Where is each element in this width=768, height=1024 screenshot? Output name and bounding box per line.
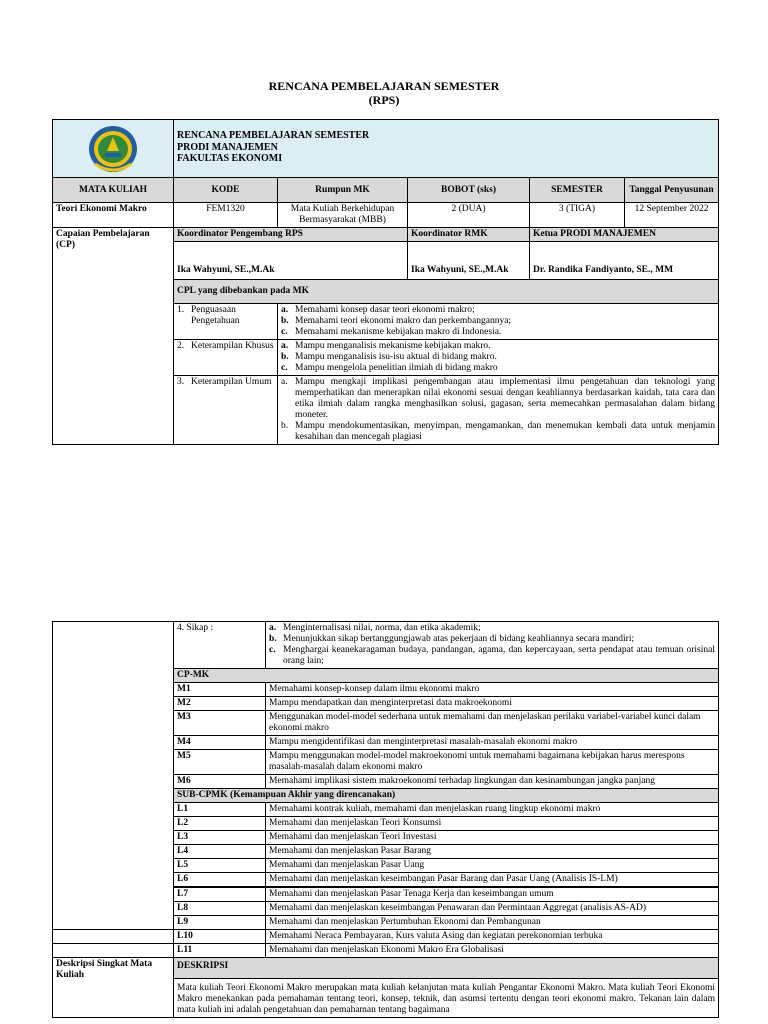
header-text-cell [174,120,719,178]
cpmk-code: M2 [174,697,266,711]
list-item: b. Memahami teori ekonomi makro dan perkembangannya; [281,316,512,326]
doc-title [0,79,768,107]
subcpmk-text: Memahami dan menjelaskan Teori Konsumsi [266,817,719,831]
role-koord-rps: Koordinator Pengembang RPS [174,228,408,242]
roles-row [53,228,719,242]
list-item: a. Mampu menganalisis mekanisme kebijakan makro. [281,341,491,351]
subcpmk-text: Memahami dan menjelaskan keseimbangan Pasar Barang dan Pasar Uang (Analisis IS-LM) [266,873,719,888]
sikap-label: 4. Sikap : [174,622,266,669]
cpl-2-label-text: Keterampilan Khusus [191,341,274,351]
logo-cell [53,120,174,178]
cpl-2-items [278,340,719,376]
cpmk-title: CP-MK [174,669,719,683]
subcpmk-code: L2 [174,817,266,831]
cpl-title: CPL yang dibebankan pada MK [174,280,719,304]
list-item: a. Mampu mengkaji implikasi pengembangan atau implementasi ilmu pengetahuan dan teknologi yang memperhatikan dan menerapkan nilai ekonomi sesuai dengan keahliannya berdasarkan kaidah, tata cara dan etika ilmiah dalam rangka menghasilkan solusi, gagasan, serta memecahkan permasalahan dalam bidang moneter. [281,377,716,420]
subcpmk-text: Memahami dan menjelaskan Pertumbuhan Ekonomi dan Pembangunan [266,916,719,930]
person-koord-rps: Ika Wahyuni, SE.,M.Ak [174,242,408,280]
list-item: c. Memahami mekanisme kebijakan makro di Indonesia. [281,327,502,337]
table-row [53,944,719,958]
list-item: a. Memahami konsep dasar teori ekonomi makro; [281,305,475,315]
subcpmk-code: L6 [174,873,266,888]
subcpmk-text: Memahami dan menjelaskan Pasar Barang [266,845,719,859]
cpl-1-label [174,304,278,340]
subcpmk-code: L1 [174,803,266,817]
role-koord-rmk: Koordinator RMK [408,228,530,242]
course-rumpun: Mata Kuliah Berkehidupan Bermasyarakat (MBB) [278,203,408,228]
rps-header-table [52,119,719,445]
person-ketua: Dr. Randika Fandiyanto, SE., MM [530,242,719,280]
header-line2: PRODI MANAJEMEN [177,141,278,153]
course-bobot: 2 (DUA) [408,203,530,228]
cp-label: Capaian Pembelajaran (CP) [53,228,174,445]
cpmk-code: M1 [174,683,266,697]
header-line1: RENCANA PEMBELAJARAN SEMESTER [177,130,370,141]
doc-title-line1: RENCANA PEMBELAJARAN SEMESTER [268,79,500,93]
course-semester: 3 (TIGA) [530,203,625,228]
person-koord-rmk: Ika Wahyuni, SE.,M.Ak [408,242,530,280]
cpl-2-label [174,340,278,376]
cpmk-code: M5 [174,750,266,775]
course-row [53,203,719,228]
list-item: b. Mampu mendokumentasikan, menyimpan, mengamankan, dan menemukan kembali data untuk menjamin kesahihan dan mencegah plagiasi [281,421,716,442]
doc-title-line2: (RPS) [368,93,400,107]
cpmk-code: M6 [174,775,266,789]
cpmk-code: M3 [174,711,266,736]
subcpmk-text: Memahami dan menjelaskan keseimbangan Penawaran dan Permintaan Aggregat (analisis AS-AD) [266,902,719,916]
cpmk-text: Mampu menggunakan model-model makroekonomi untuk memahami bagaimana kebijakan harus merespons masalah-masalah dalam ekonomi makro [266,750,719,775]
table-row [53,930,719,944]
subcpmk-text: Memahami dan menjelaskan Pasar Tenaga Kerja dan keseimbangan umum [266,887,719,902]
cpl-3-num: 3. [177,377,185,387]
column-header-row [53,178,719,203]
desc-text: Mata kuliah Teori Ekonomi Makro merupakan mata kuliah kelanjutan mata kuliah Pengantar Ekonomi Makro. Mata kuliah Teori Ekonomi Makro menekankan pada pemahaman tentang teori, konsep, teknik, dan asumsi tertentu dengan teori ekonomi makro. Tekanan lain dalam mata kuliah ini adalah pengetahuan dan pemahaman tentang bagaimana [174,979,719,1018]
cpl-3-items [278,376,719,445]
subcpmk-code: L11 [174,944,266,958]
subcpmk-code: L8 [174,902,266,916]
list-item: b. Mampu menganalisis isu-isu aktual di bidang makro. [281,352,497,362]
subcpmk-text: Memahami Neraca Pembayaran, Kurs valuta Asing dan kegiatan perekonomian terbuka [266,930,719,944]
col-kode: KODE [174,178,278,203]
cpmk-text: Memahami konsep-konsep dalam ilmu ekonomi makro [266,683,719,697]
subcpmk-text: Memahami dan menjelaskan Pasar Uang [266,859,719,873]
col-bobot: BOBOT (sks) [408,178,530,203]
list-item: a. Menginternalisasi nilai, norma, dan etika akademik; [269,623,481,633]
cpmk-text: Mampu mendapatkan dan menginterpretasi data makroekonomi [266,697,719,711]
list-item: c. Menghargai keanekaragaman budaya, pandangan, agama, dan kepercayaan, serta pendapat atau temuan orisinal orang lain; [269,645,715,666]
cpl-2-num: 2. [177,341,185,351]
header-line3: FAKULTAS EKONOMI [177,153,283,164]
rps-detail-table [52,621,719,1018]
desc-label: Deskripsi Singkat Mata Kuliah [53,958,174,1018]
list-item: b. Menunjukkan sikap bertanggungjawab atas pekerjaan di bidang keahliannya secara mandiri; [269,634,635,644]
subcpmk-text: Memahami kontrak kuliah, memahami dan menjelaskan ruang lingkup ekonomi makro [266,803,719,817]
subcpmk-text: Memahami dan menjelaskan Ekonomi Makro Era Globalisasi [266,944,719,958]
cpl-1-label-text: Penguasaan Pengetahuan [191,305,240,326]
cpl-1-items [278,304,719,340]
university-seal-icon [56,124,170,174]
cpmk-text: Menggunakan model-model sederhana untuk memahami dan menjelaskan perilaku variabel-variabel kunci dalam ekonomi makro [266,711,719,736]
cp-continued-cell [53,622,174,916]
subcpmk-code: L4 [174,845,266,859]
cpl-1-num: 1. [177,305,185,315]
subcpmk-title: SUB-CPMK (Kemampuan Akhir yang direncanakan) [174,789,719,803]
cpl-3-label-text: Keterampilan Umum [191,377,272,387]
cpmk-text: Memahami implikasi sistem makroekonomi terhadap lingkungan dan kesinambungan jangka panjang [266,775,719,789]
col-mata-kuliah: MATA KULIAH [53,178,174,203]
subcpmk-code: L5 [174,859,266,873]
cpmk-text: Mampu mengidentifikasi dan menginterpretasi masalah-masalah ekonomi makro [266,736,719,750]
desc-title: DESKRIPSI [174,958,719,979]
list-item: c. Mampu mengelola penelitian ilmiah di bidang makro [281,363,498,373]
col-tanggal: Tanggal Penyusunan [625,178,719,203]
col-semester: SEMESTER [530,178,625,203]
sikap-row [53,622,719,669]
course-kode: FEM1320 [174,203,278,228]
subcpmk-code: L9 [174,916,266,930]
subcpmk-code: L10 [174,930,266,944]
desc-title-row [53,958,719,979]
header-row [53,120,719,178]
subcpmk-code: L7 [174,887,266,902]
subcpmk-text: Memahami dan menjelaskan Teori Investasi [266,831,719,845]
course-tanggal: 12 September 2022 [625,203,719,228]
role-ketua: Ketua PRODI MANAJEMEN [530,228,719,242]
subcpmk-code: L3 [174,831,266,845]
table-row [53,916,719,930]
cpmk-code: M4 [174,736,266,750]
col-rumpun: Rumpun MK [278,178,408,203]
course-name: Teori Ekonomi Makro [53,203,174,228]
cpl-3-label [174,376,278,445]
sikap-items [266,622,719,669]
